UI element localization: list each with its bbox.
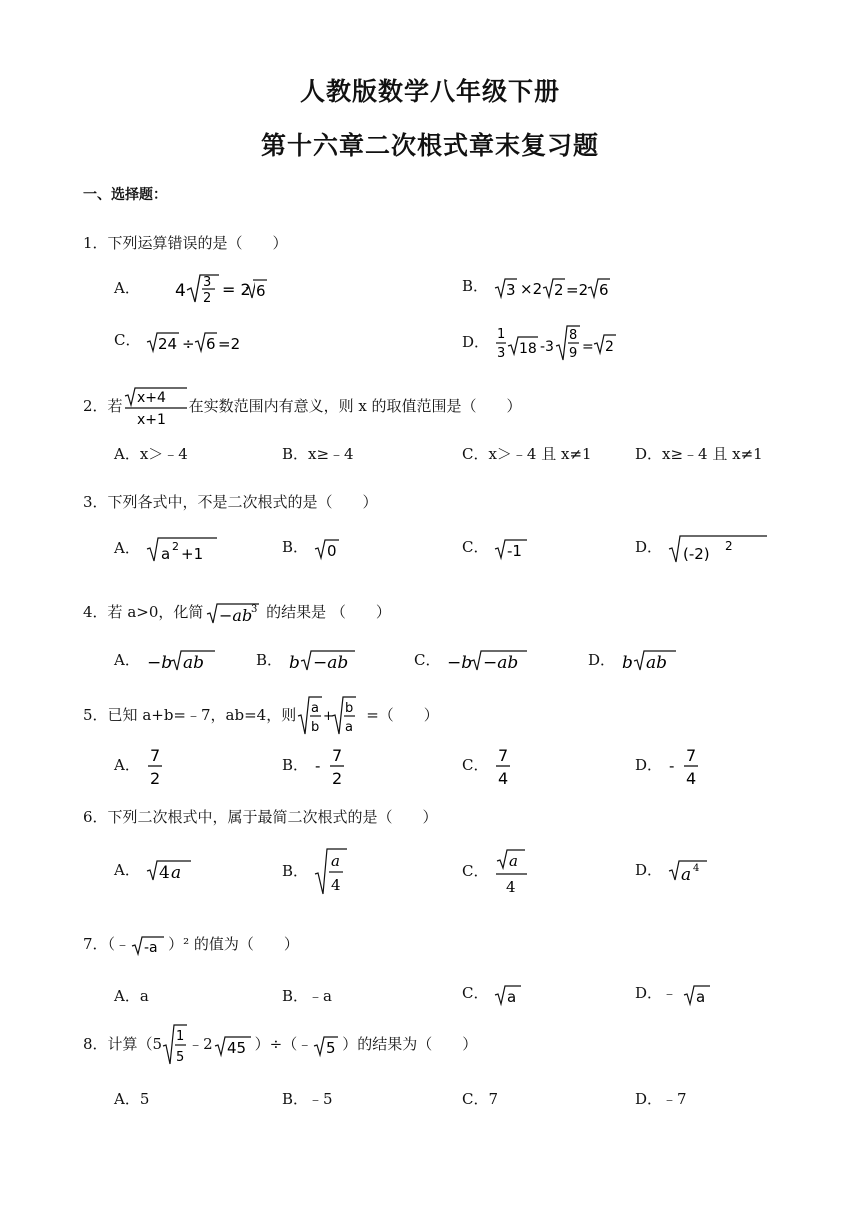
svg-text:-1: -1 [507, 542, 523, 560]
math-expression [145, 742, 169, 790]
math-expression [130, 932, 168, 958]
question-2 [83, 386, 522, 428]
svg-text:24: 24 [158, 335, 178, 353]
option-label: B． [282, 756, 309, 774]
option-label: C． [462, 984, 489, 1002]
page-subtitle: 第十六章二次根式章末复习题 [260, 131, 599, 160]
option-label: C． [414, 651, 441, 669]
question-text: 在实数范围内有意义，则 x 的取值范围是（ ） [188, 397, 522, 415]
question-text: 若 [107, 397, 123, 415]
svg-text:4: 4 [498, 769, 509, 788]
svg-text:-: - [668, 757, 675, 775]
svg-text:8: 8 [568, 328, 578, 343]
option-label: C． [462, 862, 489, 880]
svg-text:45: 45 [226, 1039, 246, 1057]
math-expression [145, 533, 225, 565]
option-label: B． [282, 538, 309, 556]
question-text: （﹣ [107, 935, 131, 953]
svg-text:=2: =2 [218, 335, 241, 353]
q8-option-d: D．﹣7 [635, 1090, 687, 1108]
q2-option-b: B．x≥﹣4 [282, 445, 354, 463]
q1-option-b [462, 272, 643, 302]
option-label: D． [635, 861, 663, 879]
question-number: 7． [83, 935, 108, 953]
q5-option-b [282, 742, 353, 790]
svg-text:4: 4 [692, 863, 700, 874]
svg-text:4: 4 [158, 863, 170, 883]
q4-option-b [256, 646, 363, 676]
svg-text:6: 6 [256, 282, 266, 300]
svg-text:7: 7 [149, 746, 160, 765]
svg-text:3: 3 [251, 604, 258, 615]
math-expression [313, 533, 353, 563]
option-label: C． [114, 331, 141, 349]
question-7 [83, 932, 299, 958]
question-text: 若 a>0，化简 [107, 603, 204, 621]
math-expression [667, 742, 707, 790]
svg-text:a: a [507, 988, 517, 1006]
svg-text:=: = [581, 339, 594, 355]
question-text: 下列各式中，不是二次根式的是（ ） [107, 493, 378, 511]
q2-option-d: D．x≥﹣4 且 x≠1 [635, 445, 763, 463]
question-text: 计算（5 [107, 1035, 163, 1053]
svg-text:-: - [314, 757, 321, 775]
svg-text:b: b [311, 720, 320, 735]
q5-option-d [635, 742, 707, 790]
option-label: C． [462, 756, 489, 774]
option-label: A． [114, 861, 140, 879]
q1-option-c [114, 326, 295, 356]
question-number: 8． [83, 1035, 108, 1053]
question-text: ）² 的值为（ ） [168, 935, 299, 953]
math-expression [445, 646, 535, 676]
math-expression [213, 1031, 255, 1059]
q4-option-c [414, 646, 535, 676]
page-title: 人教版数学八年级下册 [299, 77, 560, 106]
svg-text:a: a [330, 852, 340, 870]
svg-text:1: 1 [176, 1029, 185, 1044]
math-expression [312, 1031, 342, 1059]
svg-text:x+1: x+1 [136, 412, 166, 428]
q6-option-c [462, 846, 533, 898]
math-expression [493, 533, 537, 563]
svg-text:−b: −b [146, 653, 172, 673]
section-heading: 一、选择题： [83, 187, 167, 203]
svg-text:2: 2 [331, 769, 342, 788]
q5-option-a [114, 742, 169, 790]
svg-text:b: b [345, 701, 354, 716]
svg-text:ab: ab [182, 653, 204, 673]
option-label: B． [256, 651, 283, 669]
svg-text:b: b [621, 653, 633, 673]
svg-text:3: 3 [505, 281, 516, 299]
svg-text:4: 4 [685, 769, 696, 788]
svg-text:÷: ÷ [182, 335, 195, 353]
option-label: D． [635, 756, 663, 774]
svg-text:b: b [288, 653, 300, 673]
question-3 [83, 491, 378, 512]
svg-text:ab: ab [645, 653, 667, 673]
question-number: 5． [83, 706, 108, 724]
q6-option-b [282, 846, 353, 898]
q8-option-b: B．﹣5 [282, 1090, 333, 1108]
math-expression [123, 386, 189, 428]
math-expression [313, 742, 353, 790]
math-expression [145, 272, 255, 306]
option-label: D． [588, 651, 616, 669]
q1-option-a [114, 272, 273, 306]
q7-option-b: B．﹣a [282, 987, 332, 1005]
svg-text:a: a [345, 720, 354, 735]
math-expression [313, 846, 353, 898]
question-1 [83, 232, 288, 253]
math-expression [296, 694, 366, 738]
math-expression [145, 326, 295, 356]
svg-text:2: 2 [171, 540, 179, 553]
svg-text:18: 18 [518, 341, 537, 357]
question-text: 下列二次根式中，属于最简二次根式的是（ ） [107, 808, 438, 826]
question-text: =（ ） [366, 706, 439, 724]
option-label: B． [462, 277, 489, 295]
question-6 [83, 806, 438, 827]
math-expression [493, 742, 517, 790]
svg-text:(-2): (-2) [682, 545, 710, 563]
question-number: 2． [83, 397, 108, 415]
question-number: 4． [83, 603, 108, 621]
svg-text:2: 2 [149, 769, 160, 788]
math-expression [620, 646, 680, 676]
svg-text:−ab: −ab [483, 653, 519, 673]
math-expression [162, 1022, 188, 1068]
svg-text:3: 3 [496, 346, 506, 361]
question-text: 已知 a+b=﹣7，ab=4，则 [107, 706, 297, 724]
q7-option-a: A．a [114, 987, 149, 1005]
q3-option-b [282, 533, 353, 563]
math-expression [494, 322, 654, 364]
svg-text:−ab: −ab [219, 606, 253, 625]
q5-option-c [462, 742, 517, 790]
question-text: 下列运算错误的是（ ） [107, 234, 288, 252]
q6-option-a [114, 856, 195, 886]
math-expression [493, 272, 643, 302]
question-number: 1． [83, 234, 108, 252]
question-text: ）的结果为（ ） [342, 1035, 478, 1053]
q2-option-c: C．x＞﹣4 且 x≠1 [462, 445, 592, 463]
math-expression [203, 598, 261, 628]
svg-text:-3: -3 [539, 339, 554, 355]
svg-text:a: a [160, 545, 170, 563]
math-expression [287, 646, 363, 676]
math-expression [682, 980, 716, 1008]
svg-text:4: 4 [506, 878, 516, 896]
option-label: C． [462, 538, 489, 556]
question-4 [83, 598, 391, 628]
svg-text:6: 6 [598, 281, 609, 299]
svg-text:3: 3 [202, 275, 211, 290]
svg-text:2: 2 [604, 339, 614, 355]
svg-text:5: 5 [176, 1050, 185, 1065]
q1-option-d [462, 322, 654, 364]
svg-text:4: 4 [174, 281, 186, 301]
question-text: ）÷（﹣ [254, 1035, 313, 1053]
option-label: A． [114, 539, 140, 557]
svg-text:4: 4 [330, 876, 341, 894]
svg-text:0: 0 [326, 542, 337, 560]
svg-text:a: a [680, 865, 691, 885]
svg-text:−ab: −ab [312, 653, 349, 673]
math-expression [667, 531, 777, 565]
svg-text:5: 5 [326, 1039, 336, 1057]
option-label: A． [114, 651, 140, 669]
question-text: 的结果是 （ ） [261, 603, 391, 621]
question-text: ﹣2 [188, 1035, 213, 1053]
svg-text:=2: =2 [565, 281, 588, 299]
q4-option-d [588, 646, 680, 676]
math-expression [145, 646, 221, 676]
question-5 [83, 694, 439, 738]
svg-text:a: a [170, 863, 181, 883]
svg-text:2: 2 [202, 291, 211, 306]
q3-option-a [114, 533, 225, 565]
svg-text:a: a [509, 852, 519, 870]
svg-text:a: a [695, 988, 706, 1006]
svg-text:= 2: = 2 [221, 280, 251, 299]
svg-text:6: 6 [206, 335, 216, 353]
q4-option-a [114, 646, 221, 676]
svg-text:9: 9 [568, 346, 578, 361]
q8-option-c: C．7 [462, 1090, 499, 1108]
q8-option-a: A．5 [114, 1090, 150, 1108]
svg-text:2: 2 [724, 539, 733, 553]
svg-text:1: 1 [496, 327, 506, 342]
question-number: 3． [83, 493, 108, 511]
option-label: D． [635, 538, 663, 556]
svg-text:+1: +1 [180, 545, 203, 563]
option-label: A． [114, 279, 140, 297]
q6-option-d [635, 856, 711, 886]
q3-option-c [462, 533, 537, 563]
q2-option-a: A．x＞﹣4 [114, 445, 188, 463]
svg-text:×2: ×2 [519, 280, 542, 298]
math-expression [667, 856, 711, 886]
math-expression [493, 846, 533, 898]
svg-text:2: 2 [553, 281, 564, 299]
svg-text:a: a [311, 701, 320, 716]
q7-option-c [462, 980, 527, 1008]
option-label: D．﹣ [635, 984, 678, 1002]
question-number: 6． [83, 808, 108, 826]
svg-text:x+4: x+4 [136, 390, 166, 406]
svg-text:7: 7 [498, 746, 509, 765]
math-expression [253, 272, 273, 306]
svg-text:-a: -a [144, 940, 158, 956]
math-expression [145, 856, 195, 886]
math-expression [493, 980, 527, 1008]
option-label: A． [114, 756, 140, 774]
option-label: B． [282, 862, 309, 880]
svg-text:7: 7 [331, 746, 342, 765]
option-label: D． [462, 333, 490, 351]
svg-text:−b: −b [447, 653, 473, 673]
q7-option-d [635, 980, 716, 1008]
q3-option-d [635, 531, 777, 565]
question-8 [83, 1022, 477, 1068]
svg-text:7: 7 [685, 746, 696, 765]
svg-text:+: + [323, 709, 335, 724]
